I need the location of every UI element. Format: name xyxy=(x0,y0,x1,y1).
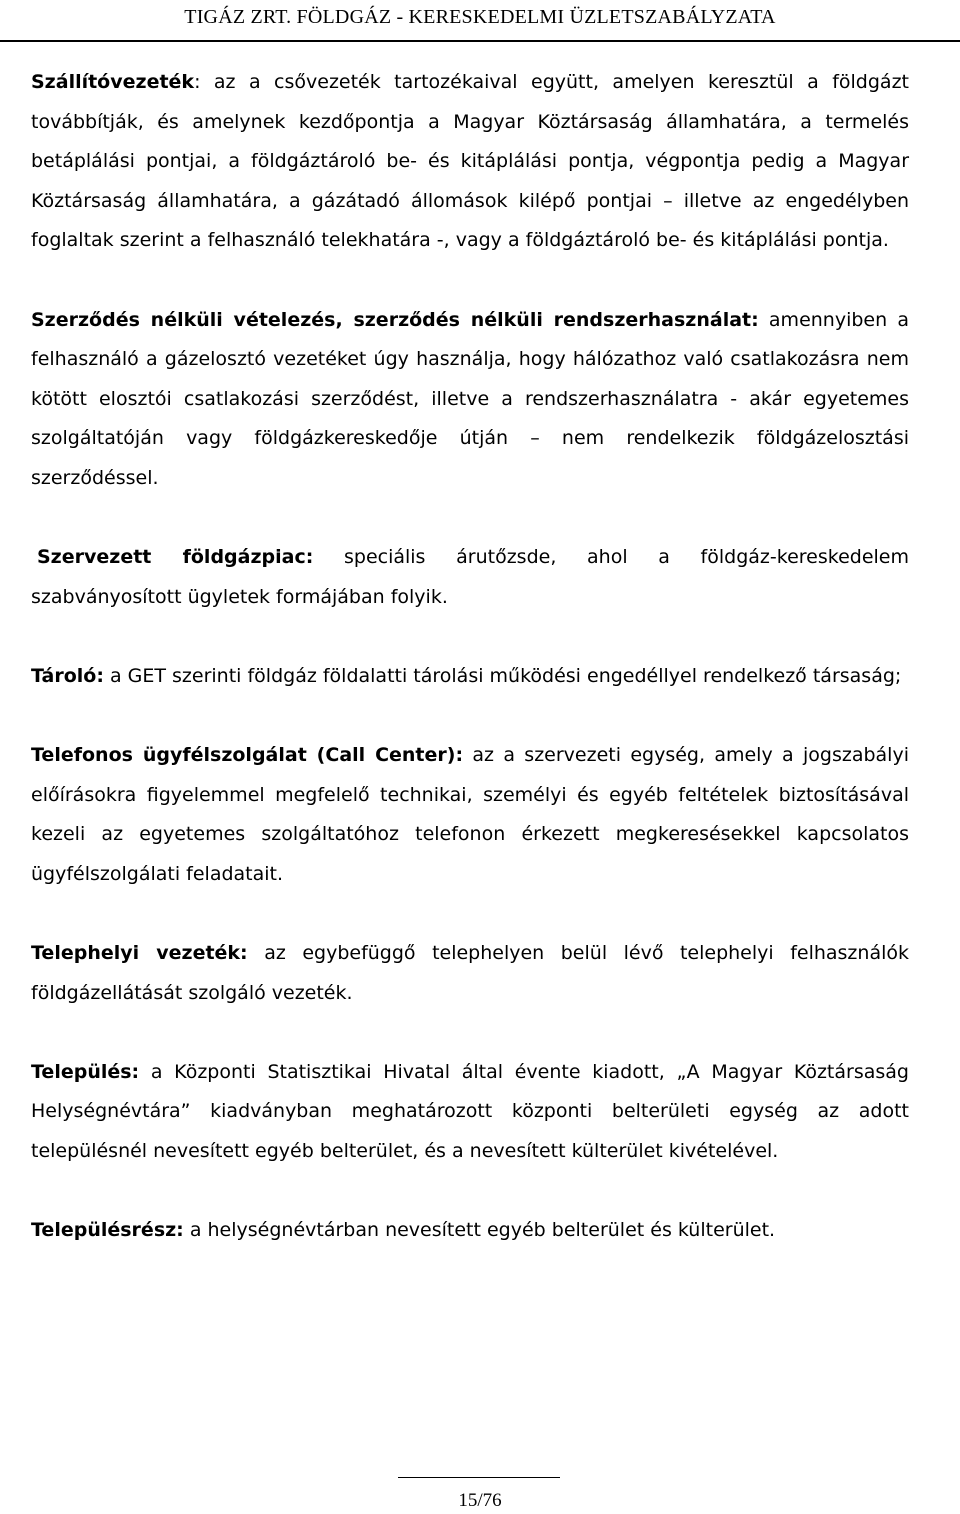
definition-term: Szervezett földgázpiac: xyxy=(37,546,314,569)
header-title: TIGÁZ ZRT. FÖLDGÁZ - KERESKEDELMI ÜZLETSZABÁLYZATA xyxy=(184,6,776,28)
definition-telefonos-ugyfelszolgalat xyxy=(31,736,909,894)
definition-text: amennyiben a felhasználó a gázelosztó vezetéket úgy használja, hogy hálózathoz való csatlakozásra nem kötött elosztói csatlakozási szerződést, illetve a rendszerhasználatra - akár egyetemes szolgáltatóján vagy földgázkereskedője útján – nem rendelkezik földgázelosztási szerződéssel. xyxy=(31,308,909,489)
definition-szerzodes-nelkuli-vetelezes xyxy=(31,301,909,499)
definition-text: az egybefüggő telephelyen belül lévő telephelyi felhasználók földgázellátását szolgáló vezeték. xyxy=(31,942,909,1004)
definition-term: Településrész: xyxy=(31,1219,184,1242)
definition-term: Szerződés nélküli vételezés, szerződés nélküli rendszerhasználat: xyxy=(31,308,759,331)
definition-text: : az a csővezeték tartozékaival együtt, amelyen keresztül a földgázt továbbítják, és amelynek kezdőpontja a Magyar Köztársaság államhatára, a termelés betáplálási pontjai, a földgáztároló be- és kitáplálási pontja, végpontja pedig a Magyar Köztársaság államhatára, a gázátadó állomások kilépő pontjai – illetve az engedélyben foglaltak szerint a felhasználó telekhatára -, vagy a földgáztároló be- és kitáplálási pontja. xyxy=(31,71,909,252)
definition-term: Szállítóvezeték xyxy=(31,71,195,93)
definition-term: Település: xyxy=(31,1060,140,1083)
footer-rule xyxy=(398,1477,560,1478)
definition-term: Telefonos ügyfélszolgálat (Call Center): xyxy=(31,744,464,767)
definition-text: speciális árutőzsde, ahol a földgáz-kereskedelem szabványosított ügyletek formájában folyik. xyxy=(31,546,909,608)
definition-tarolo xyxy=(31,657,909,697)
definition-text: az a szervezeti egység, amely a jogszabályi előírásokra figyelemmel megfelelő technikai, személyi és egyéb feltételek biztosításával kezeli az egyetemes szolgáltatóhoz telefonon érkezett megkeresésekkel kapcsolatos ügyfélszolgálati feladatait. xyxy=(31,744,909,885)
definition-szallitovezetek xyxy=(31,63,909,261)
page-number: 15/76 xyxy=(458,1490,502,1511)
definition-telephelyi-vezetek xyxy=(31,934,909,1013)
definition-term: Tároló: xyxy=(31,664,104,687)
definition-term: Telephelyi vezeték: xyxy=(31,942,248,965)
document-body xyxy=(31,63,909,1290)
definition-text: a Központi Statisztikai Hivatal által évente kiadott, „A Magyar Köztársaság Helységnévtára” kiadványban meghatározott központi belterületi egység az adott településnél nevesített egyéb belterület, és a nevesített külterület kivételével. xyxy=(31,1060,909,1163)
definition-telepules xyxy=(31,1053,909,1172)
document-header xyxy=(0,0,960,42)
definition-szervezett-foldgazpiac xyxy=(31,538,909,617)
header-rule xyxy=(0,40,960,42)
definition-text: a helységnévtárban nevesített egyéb belterület és külterület. xyxy=(183,1219,776,1242)
definition-telepulesresz xyxy=(31,1211,909,1251)
definition-text: a GET szerinti földgáz földalatti tárolási működési engedéllyel rendelkező társaság; xyxy=(103,664,902,687)
